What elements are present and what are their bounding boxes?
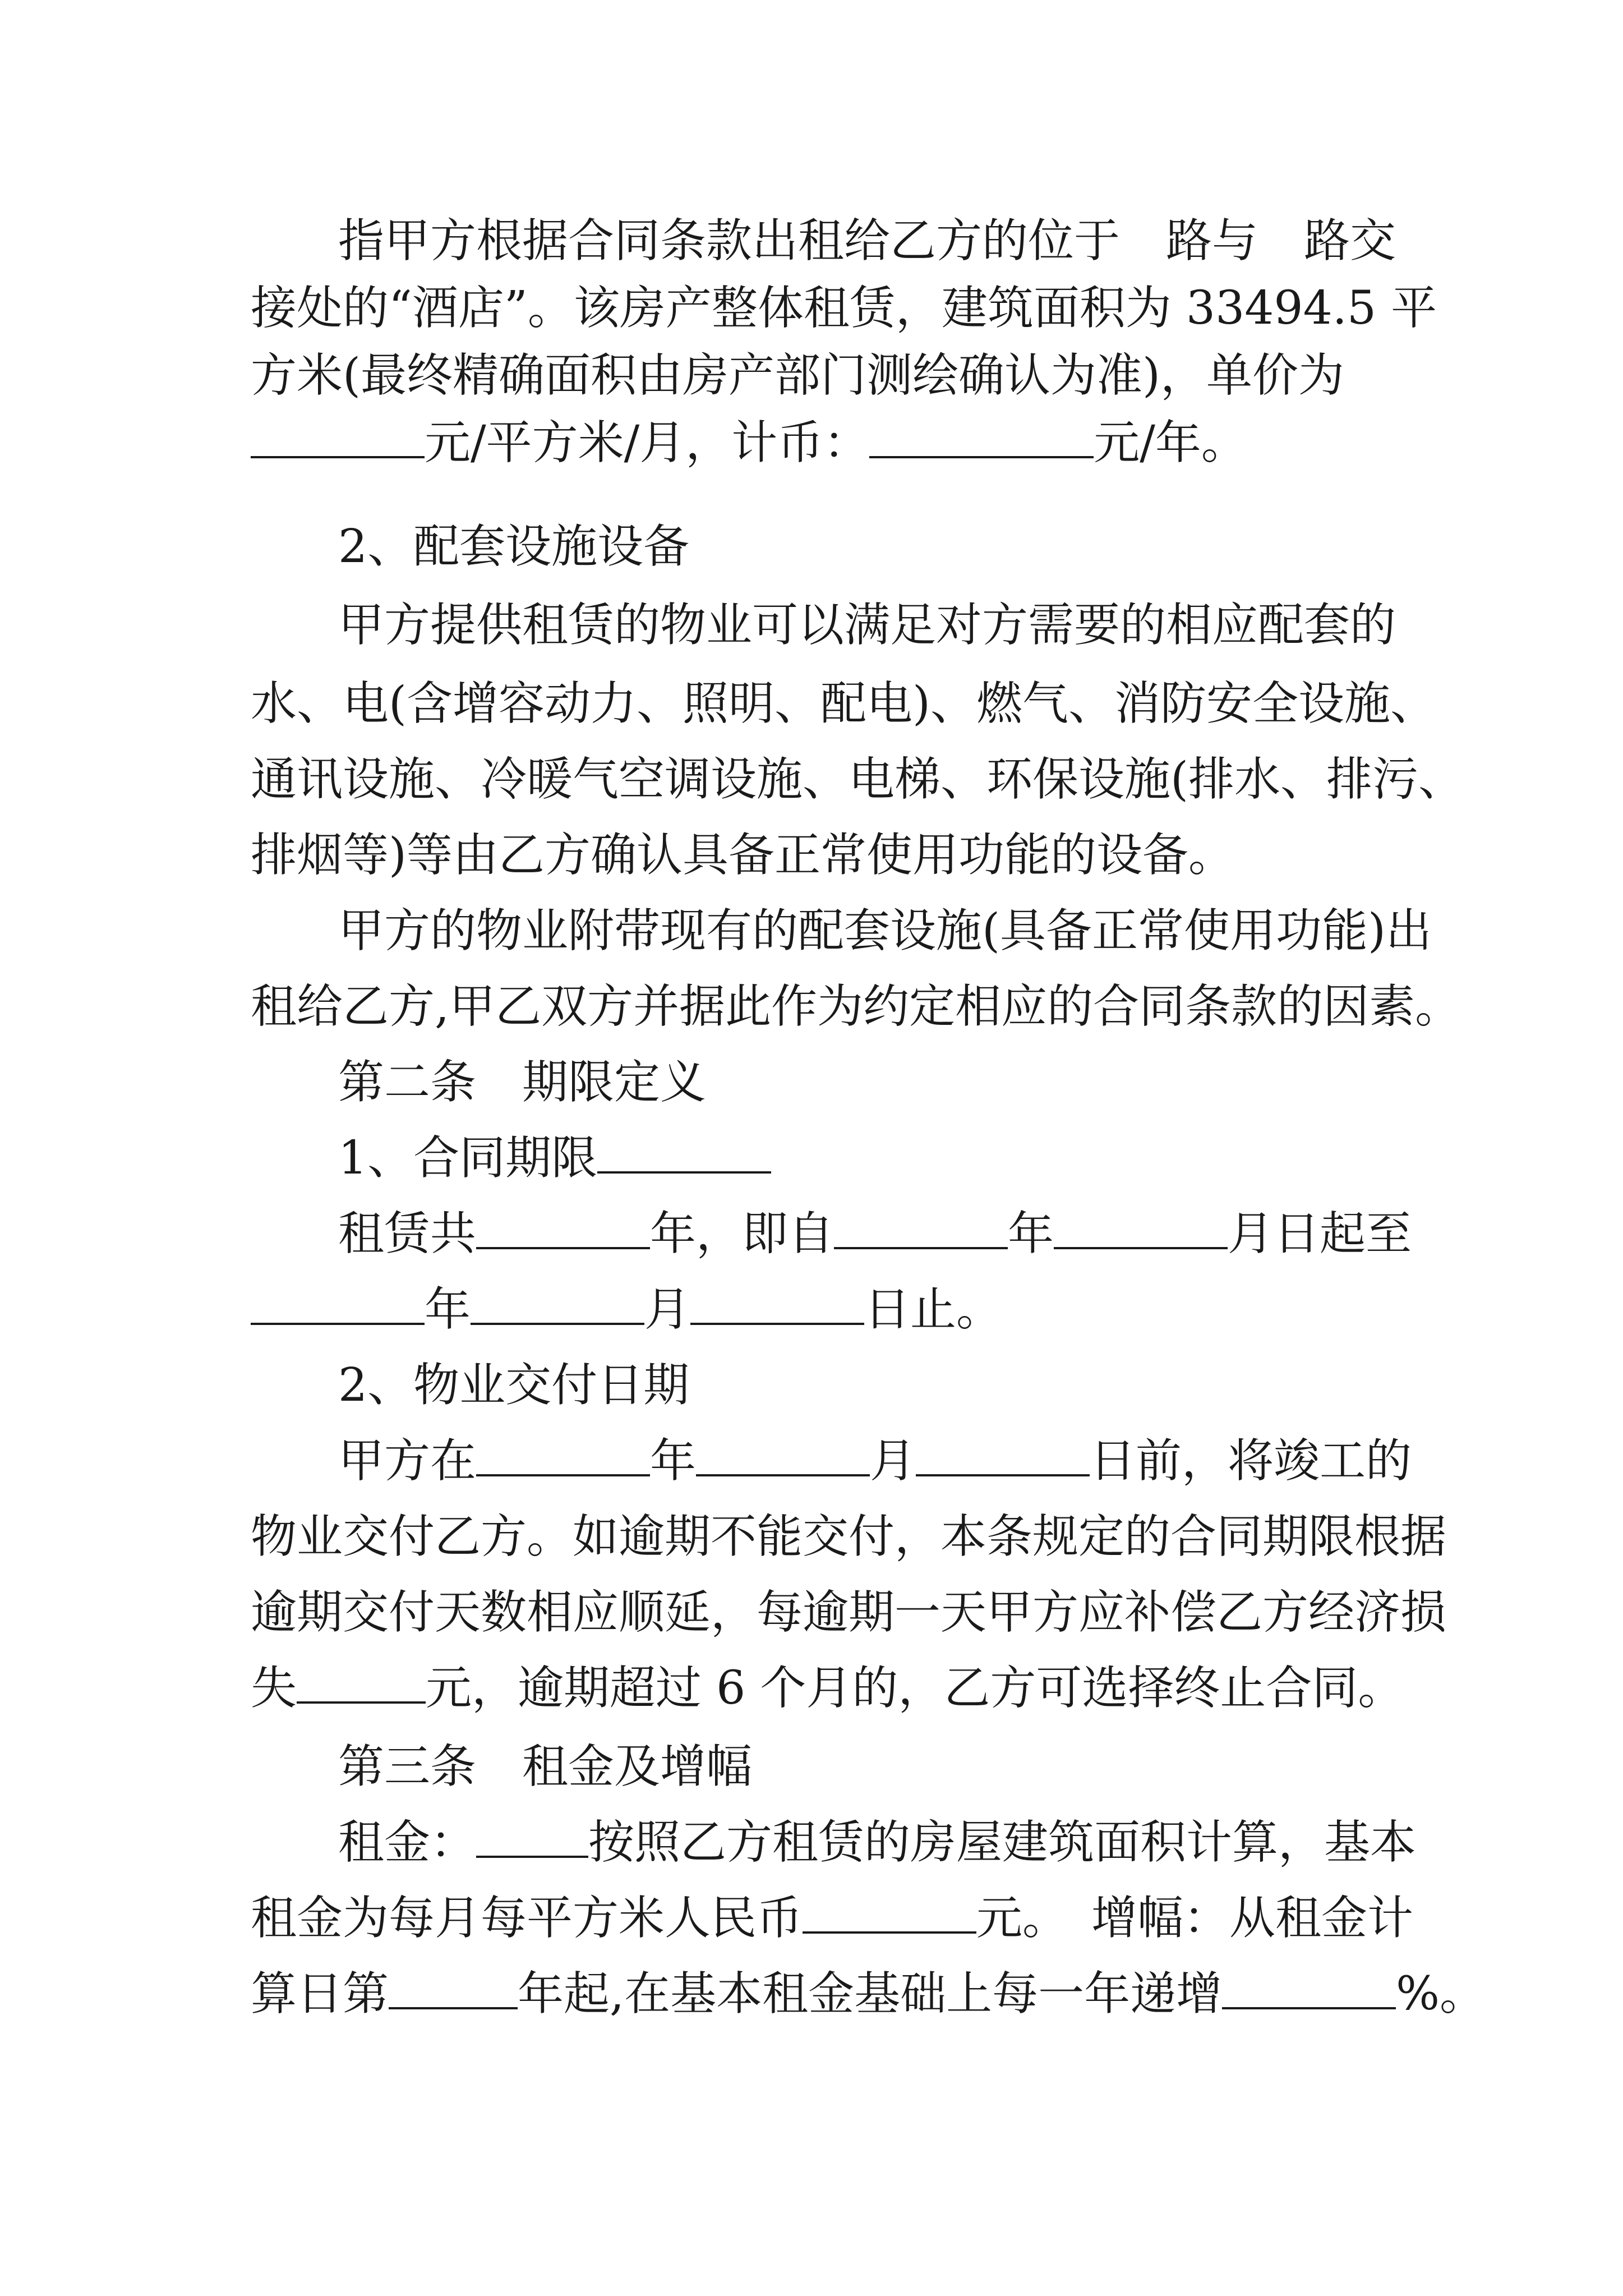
text: 年，即自 xyxy=(650,1207,834,1260)
text-line xyxy=(251,1585,1446,1641)
fill-blank xyxy=(696,1435,870,1476)
text: 算日第 xyxy=(251,1967,389,2021)
text-line xyxy=(251,752,1464,808)
fill-blank xyxy=(690,1283,864,1325)
section-heading xyxy=(338,1130,771,1186)
text: 日前，将竣工的 xyxy=(1090,1434,1412,1488)
text-line xyxy=(251,1282,1002,1338)
fill-blank xyxy=(251,1283,425,1325)
article-heading xyxy=(338,1739,752,1795)
text: 元/年。 xyxy=(1094,416,1247,470)
text: 2、物业交付日期 xyxy=(338,1359,690,1412)
text: 第二条 期限定义 xyxy=(338,1056,707,1109)
text-line xyxy=(338,1206,1412,1262)
text: 按照乙方租赁的房屋建筑面积计算，基本 xyxy=(588,1816,1417,1869)
text: 月 xyxy=(870,1434,916,1488)
fill-blank xyxy=(869,417,1094,458)
fill-blank xyxy=(476,1816,588,1858)
text: 物业交付乙方。如逾期不能交付，本条规定的合同期限根据 xyxy=(251,1510,1447,1563)
fill-blank xyxy=(471,1283,644,1325)
fill-blank xyxy=(1222,1968,1396,2009)
text: 元。 增幅：从租金计 xyxy=(976,1892,1414,1945)
text-line xyxy=(338,903,1432,959)
text: 2、配套设施设备 xyxy=(338,520,690,573)
text-line xyxy=(251,415,1247,471)
text: 指甲方根据合同条款出租给乙方的位于 路与 路交 xyxy=(338,214,1396,268)
text: 年起,在基本租金基础上每一年递增 xyxy=(518,1967,1223,2021)
fill-blank xyxy=(916,1435,1090,1476)
text-line xyxy=(338,1815,1416,1871)
text-line xyxy=(251,979,1461,1035)
text: 租金： xyxy=(338,1816,477,1869)
text: 逾期交付天数相应顺延，每逾期一天甲方应补偿乙方经济损 xyxy=(251,1586,1447,1639)
text: 1、合同期限 xyxy=(338,1131,598,1185)
text: 甲方提供租赁的物业可以满足对方需要的相应配套的 xyxy=(338,599,1396,652)
text-line xyxy=(251,1966,1486,2022)
fill-blank xyxy=(297,1662,426,1704)
fill-blank xyxy=(389,1968,518,2009)
text: 接处的“酒店”。该房产整体租赁，建筑面积为 33494.5 平 xyxy=(251,282,1437,335)
fill-blank xyxy=(251,417,425,458)
text: 月 xyxy=(644,1283,691,1336)
text-line xyxy=(251,1509,1446,1565)
text: 第三条 租金及增幅 xyxy=(338,1740,753,1793)
text: 方米(最终精确面积由房产部门测绘确认为准)，单价为 xyxy=(251,349,1344,402)
text: 甲方在 xyxy=(338,1434,477,1488)
text: 水、电(含增容动力、照明、配电)、燃气、消防安全设施、 xyxy=(251,677,1436,730)
text: 日止。 xyxy=(864,1283,1003,1336)
text-line xyxy=(251,1660,1404,1717)
text: 租赁共 xyxy=(338,1207,477,1260)
text-line xyxy=(338,213,1396,269)
text: 失 xyxy=(251,1662,297,1715)
text: 甲方的物业附带现有的配套设施(具备正常使用功能)出 xyxy=(338,904,1432,958)
text-line xyxy=(251,676,1436,732)
fill-blank xyxy=(597,1132,771,1174)
text: 月日起至 xyxy=(1228,1207,1412,1260)
fill-blank xyxy=(834,1208,1008,1249)
text: 元/平方米/月，计币： xyxy=(425,416,870,470)
text-line xyxy=(338,1433,1412,1489)
fill-blank xyxy=(476,1435,650,1476)
text-line xyxy=(251,1890,1413,1947)
text-line xyxy=(251,827,1234,884)
text-line xyxy=(338,597,1396,654)
section-heading xyxy=(338,519,689,575)
text: 租金为每月每平方米人民币 xyxy=(251,1892,803,1945)
section-heading xyxy=(338,1358,689,1414)
fill-blank xyxy=(476,1208,650,1249)
text: 通讯设施、冷暖气空调设施、电梯、环保设施(排水、排污、 xyxy=(251,753,1464,806)
article-heading xyxy=(338,1055,706,1111)
fill-blank xyxy=(803,1892,976,1934)
text: 年 xyxy=(425,1283,471,1336)
text-line xyxy=(251,348,1344,404)
text: %。 xyxy=(1396,1967,1486,2021)
text: 年 xyxy=(1008,1207,1054,1260)
text: 排烟等)等由乙方确认具备正常使用功能的设备。 xyxy=(251,829,1234,882)
text: 年 xyxy=(650,1434,697,1488)
text: 租给乙方,甲乙双方并据此作为约定相应的合同条款的因素。 xyxy=(251,980,1461,1033)
text-line xyxy=(251,280,1437,337)
text: 元，逾期超过 6 个月的，乙方可选择终止合同。 xyxy=(426,1662,1404,1715)
fill-blank xyxy=(1054,1208,1228,1249)
